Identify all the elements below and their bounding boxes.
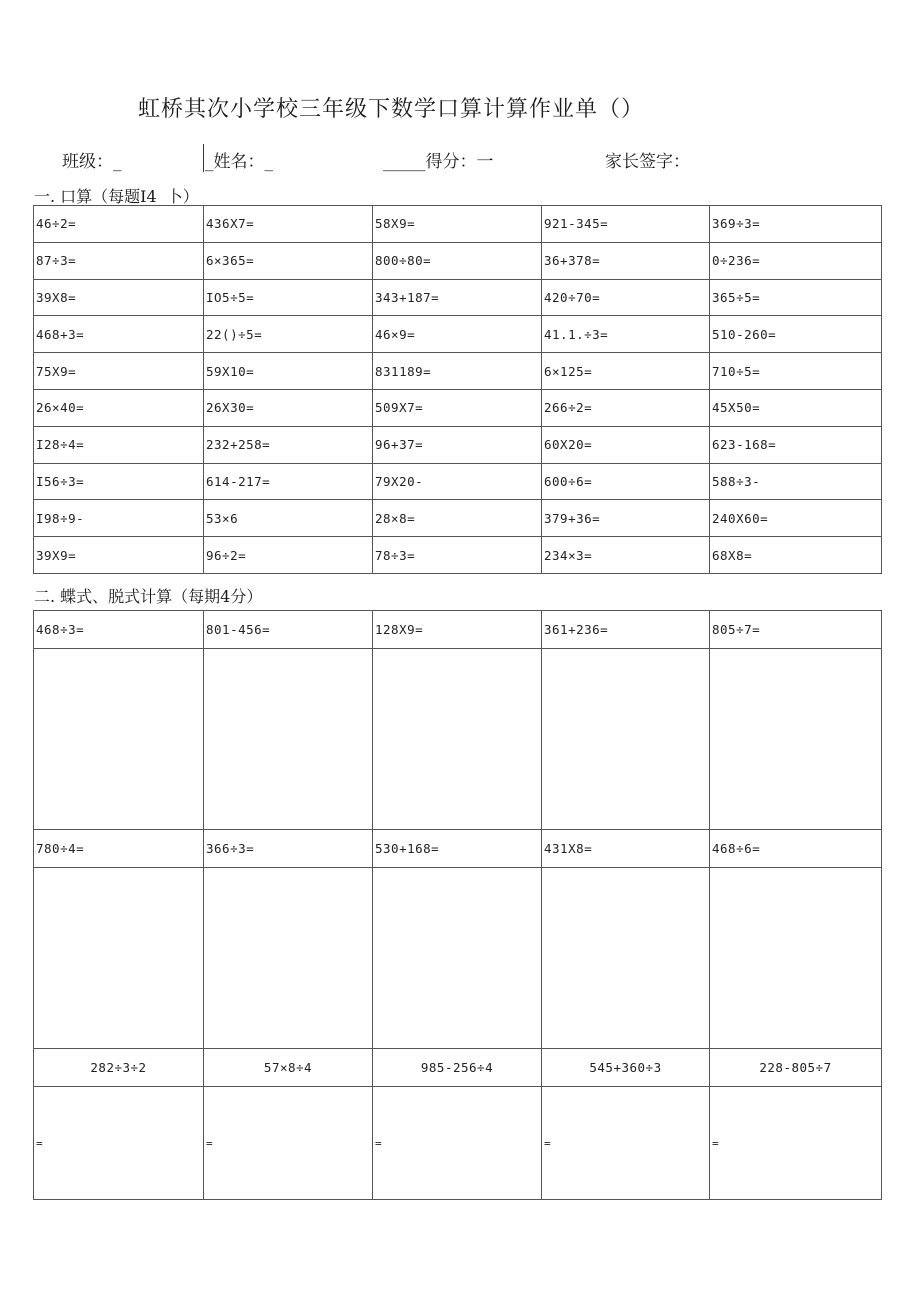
mental-math-cell: 623-168= [710, 426, 882, 463]
mental-math-row [34, 463, 882, 500]
work-area[interactable] [710, 649, 882, 830]
answer-cell[interactable]: = [34, 1087, 204, 1200]
mental-math-cell: 41.1.÷3= [542, 316, 710, 353]
mental-math-cell: 96÷2= [204, 537, 373, 574]
answer-cell[interactable]: = [710, 1087, 882, 1200]
mental-math-cell: 58X9= [373, 206, 542, 243]
work-area[interactable] [373, 649, 542, 830]
mental-math-cell: I98÷9- [34, 500, 204, 537]
mental-math-row [34, 426, 882, 463]
written-calculation-table [33, 610, 882, 1200]
mental-math-cell: 921-345= [542, 206, 710, 243]
mental-math-cell: 240X60= [710, 500, 882, 537]
mental-math-cell: 46×9= [373, 316, 542, 353]
mental-math-cell: 510-260= [710, 316, 882, 353]
problem-cell: 361+236= [542, 611, 710, 649]
mental-math-cell: 369÷3= [710, 206, 882, 243]
mental-math-cell: 6×365= [204, 242, 373, 279]
section1-heading-text: 一. 口算（每题I4 [34, 187, 157, 206]
mental-math-cell: 0÷236= [710, 242, 882, 279]
problem-cell: 805÷7= [710, 611, 882, 649]
problem-cell: 128X9= [373, 611, 542, 649]
class-field-label: 班级：_ [62, 152, 122, 172]
work-area-row-2 [34, 868, 882, 1049]
problem-cell: 57×8÷4 [204, 1049, 373, 1087]
mental-math-cell: 46÷2= [34, 206, 204, 243]
mental-math-cell: 53×6 [204, 500, 373, 537]
mental-math-cell: 420÷70= [542, 279, 710, 316]
mental-math-cell: 26X30= [204, 389, 373, 426]
mental-math-cell: 831189= [373, 353, 542, 390]
mental-math-cell: 365÷5= [710, 279, 882, 316]
answer-cell[interactable]: = [373, 1087, 542, 1200]
answer-row [34, 1087, 882, 1200]
work-area[interactable] [542, 868, 710, 1049]
mental-math-cell: 22()÷5= [204, 316, 373, 353]
parent-signature-label: 家长签字： [605, 152, 690, 172]
mental-math-cell: 468+3= [34, 316, 204, 353]
work-area-row-1 [34, 649, 882, 830]
work-area[interactable] [34, 649, 204, 830]
mental-math-row [34, 279, 882, 316]
work-area[interactable] [34, 868, 204, 1049]
problem-row-3 [34, 1049, 882, 1087]
mental-math-cell: 800÷80= [373, 242, 542, 279]
mental-math-cell: 60X20= [542, 426, 710, 463]
mental-math-cell: 436X7= [204, 206, 373, 243]
mental-math-cell: 36+378= [542, 242, 710, 279]
mental-math-cell: 45X50= [710, 389, 882, 426]
work-area[interactable] [373, 868, 542, 1049]
work-area[interactable] [710, 868, 882, 1049]
problem-cell: 545+360÷3 [542, 1049, 710, 1087]
mental-math-cell: I56÷3= [34, 463, 204, 500]
mental-math-cell: 509X7= [373, 389, 542, 426]
mental-math-cell: 588÷3- [710, 463, 882, 500]
mental-math-table [33, 205, 882, 574]
mental-math-cell: 39X8= [34, 279, 204, 316]
problem-cell: 366÷3= [204, 830, 373, 868]
work-area[interactable] [204, 868, 373, 1049]
mental-math-cell: 79X20- [373, 463, 542, 500]
mental-math-row [34, 242, 882, 279]
mental-math-row [34, 316, 882, 353]
problem-cell: 801-456= [204, 611, 373, 649]
mental-math-cell: 26×40= [34, 389, 204, 426]
mental-math-cell: 343+187= [373, 279, 542, 316]
work-area[interactable] [542, 649, 710, 830]
problem-cell: 468÷6= [710, 830, 882, 868]
mental-math-row [34, 500, 882, 537]
problem-cell: 780÷4= [34, 830, 204, 868]
score-field-label: _____得分：一 [383, 152, 494, 172]
mental-math-row [34, 353, 882, 390]
problem-cell: 228-805÷7 [710, 1049, 882, 1087]
mental-math-cell: 6×125= [542, 353, 710, 390]
mental-math-cell: IO5÷5= [204, 279, 373, 316]
section1-heading [34, 184, 199, 207]
mental-math-row [34, 537, 882, 574]
problem-cell: 468÷3= [34, 611, 204, 649]
header-divider [203, 144, 204, 172]
mental-math-cell: 87÷3= [34, 242, 204, 279]
mental-math-cell: 232+258= [204, 426, 373, 463]
answer-cell[interactable]: = [542, 1087, 710, 1200]
mental-math-row [34, 389, 882, 426]
section2-heading: 二. 蝶式、脱式计算（每期4分） [34, 587, 263, 606]
problem-row-2 [34, 830, 882, 868]
problem-row-1 [34, 611, 882, 649]
mental-math-cell: 59X10= [204, 353, 373, 390]
mental-math-cell: 96+37= [373, 426, 542, 463]
problem-cell: 431X8= [542, 830, 710, 868]
mental-math-cell: 78÷3= [373, 537, 542, 574]
mental-math-cell: 75X9= [34, 353, 204, 390]
section1-heading-tail: 卜） [166, 187, 199, 206]
mental-math-row [34, 206, 882, 243]
mental-math-cell: 68X8= [710, 537, 882, 574]
mental-math-cell: 379+36= [542, 500, 710, 537]
mental-math-cell: 234×3= [542, 537, 710, 574]
mental-math-cell: I28÷4= [34, 426, 204, 463]
mental-math-cell: 39X9= [34, 537, 204, 574]
worksheet-title: 虹桥其次小学校三年级下数学口算计算作业单（） [138, 97, 645, 122]
mental-math-cell: 28×8= [373, 500, 542, 537]
work-area[interactable] [204, 649, 373, 830]
mental-math-cell: 710÷5= [710, 353, 882, 390]
mental-math-cell: 266÷2= [542, 389, 710, 426]
problem-cell: 282÷3÷2 [34, 1049, 204, 1087]
answer-cell[interactable]: = [204, 1087, 373, 1200]
problem-cell: 530+168= [373, 830, 542, 868]
name-field-label: _姓名：_ [205, 152, 273, 172]
mental-math-cell: 614-217= [204, 463, 373, 500]
problem-cell: 985-256÷4 [373, 1049, 542, 1087]
mental-math-cell: 600÷6= [542, 463, 710, 500]
